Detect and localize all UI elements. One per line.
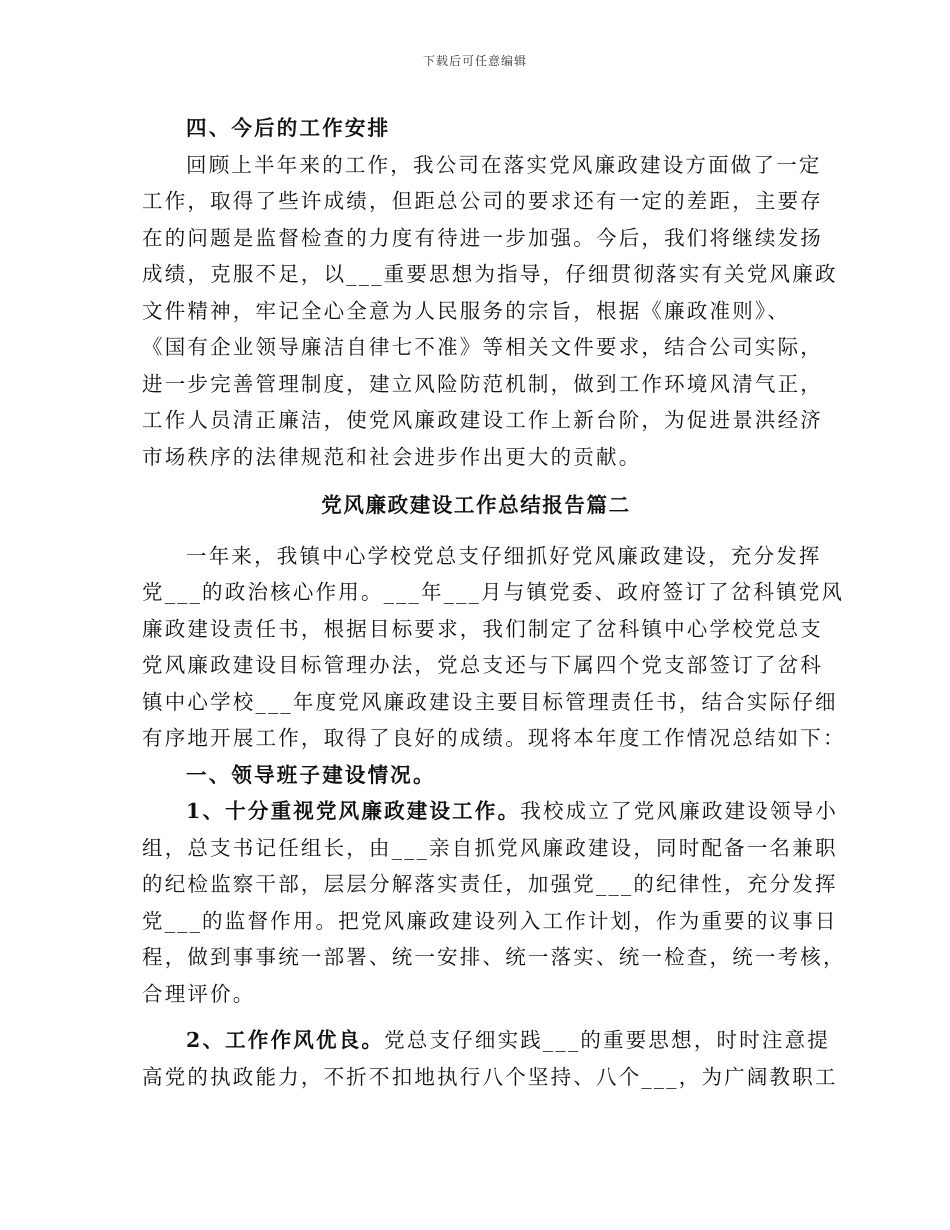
paragraph-line: 回顾上半年来的工作，我公司在落实党风廉政建设方面做了一定 [186, 152, 822, 177]
paragraph-line: 高党的执政能力，不折不扣地执行八个坚持、八个___，为广阔教职工 [142, 1064, 838, 1089]
document-body [142, 110, 846, 1095]
item-2-lead: 2、工作作风优良。 [186, 1028, 385, 1052]
paragraph-line: 在的问题是监督检查的力度有待进一步加强。今后，我们将继续发扬 [142, 225, 823, 250]
item-1-text: 我校成立了党风廉政建设领导小 [520, 799, 839, 823]
paragraph-line: 文件精神，牢记全心全意为人民服务的宗旨，根据《廉政准则》、 [142, 298, 791, 323]
paragraph-line: 党___的政治核心作用。___年___月与镇党委、政府签订了岔科镇党风 [142, 580, 845, 604]
paragraph-line: 组，总支书记任组长，由___亲自抓党风廉政建设，同时配备一名兼职 [142, 835, 838, 860]
paragraph-line: 成绩，克服不足，以___重要思想为指导，仔细贯彻落实有关党风廉政 [142, 262, 838, 286]
item-1-first-line [142, 793, 839, 830]
paragraph-line: 合理评价。 [142, 981, 256, 1006]
paragraph-line: 的纪检监察干部，层层分解落实责任，加强党___的纪律性，充分发挥 [142, 872, 838, 896]
paragraph-line: 工作人员清正廉洁，使党风廉政建设工作上新台阶，为促进景洪经济 [142, 408, 823, 432]
header-note: 下载后可任意编辑 [422, 54, 527, 68]
item-2-first-line [142, 1022, 831, 1059]
paragraph-line: 程，做到事事统一部署、统一安排、统一落实、统一检查，统一考核， [142, 945, 846, 969]
report-title: 党风廉政建设工作总结报告篇二 [321, 493, 631, 517]
item-1-lead: 1、十分重视党风廉政建设工作。 [186, 799, 521, 823]
paragraph-line: 廉政建设责任书，根据目标要求，我们制定了岔科镇中心学校党总支 [142, 616, 823, 641]
paragraph-line: 有序地开展工作，取得了良好的成绩。现将本年度工作情况总结如下： [142, 726, 846, 750]
paragraph-line: 进一步完善管理制度，建立风险防范机制，做到工作环境风清气正， [142, 371, 823, 396]
paragraph-line: 市场秩序的法律规范和社会进步作出更大的贡献。 [142, 444, 642, 469]
paragraph-line: 党风廉政建设目标管理办法，党总支还与下属四个党支部签订了岔科 [142, 653, 823, 677]
paragraph-line: 《国有企业领导廉洁自律七不准》等相关文件要求，结合公司实际， [142, 335, 823, 359]
section-heading: 四、今后的工作安排 [186, 116, 391, 140]
paragraph-line: 党___的监督作用。把党风廉政建设列入工作计划，作为重要的议事日 [142, 908, 838, 933]
paragraph-line: 镇中心学校___年度党风廉政建设主要目标管理责任书，结合实际仔细 [142, 689, 838, 714]
paragraph-line: 一年来，我镇中心学校党总支仔细抓好党风廉政建设，充分发挥 [186, 543, 822, 568]
paragraph-line: 工作，取得了些许成绩，但距总公司的要求还有一定的差距，主要存 [142, 189, 823, 213]
item-2-text: 党总支仔细实践___的重要思想，时时注意提 [384, 1028, 831, 1052]
subsection-heading: 一、领导班子建设情况。 [186, 762, 436, 787]
